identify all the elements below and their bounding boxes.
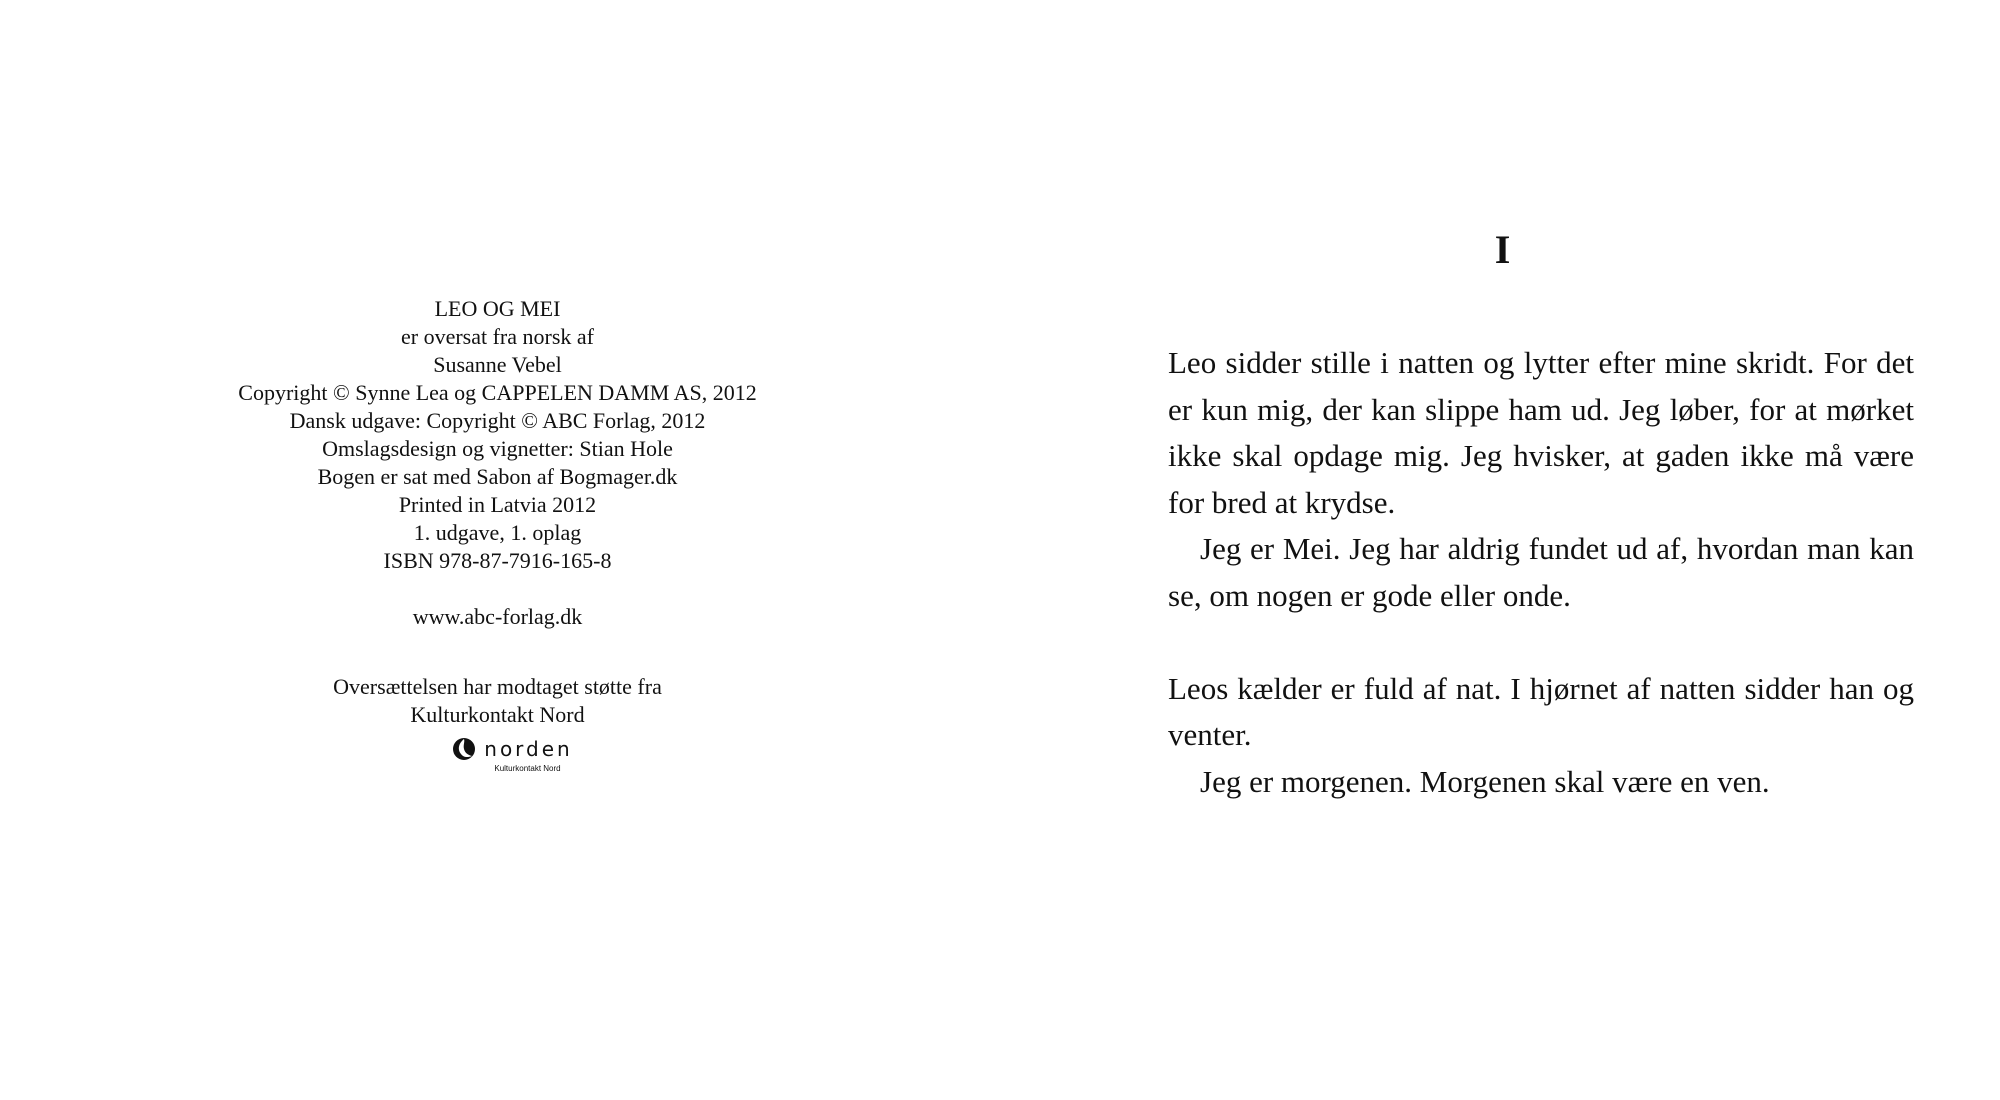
spacer <box>0 631 995 673</box>
colophon-edition: 1. udgave, 1. oplag <box>413 520 582 545</box>
colophon-translated-by: er oversat fra norsk af <box>400 324 594 349</box>
chapter-text <box>1168 340 1914 805</box>
paragraph: Leo sidder stille i natten og lytter efter mine skridt. For det er kun mig, der kan slippe ham ud. Jeg løber, for at mørket ikke skal opdage mig. Jeg hvisker, at gaden ikke må være for bred at krydse. <box>1168 345 1914 520</box>
colophon-copyright: Copyright © Synne Lea og CAPPELEN DAMM AS, 2012 <box>238 380 757 405</box>
colophon-support-org: Kulturkontakt Nord <box>410 702 585 727</box>
colophon-translator: Susanne Vebel <box>433 352 562 377</box>
colophon-printed: Printed in Latvia 2012 <box>398 492 597 517</box>
paragraph: Jeg er morgenen. Morgenen skal være en ven. <box>1200 763 1770 799</box>
norden-subtitle: Kulturkontakt Nord <box>494 764 561 773</box>
colophon-isbn: ISBN 978-87-7916-165-8 <box>383 548 612 573</box>
colophon-title: LEO OG MEI <box>434 296 561 321</box>
paragraph: Jeg er Mei. Jeg har aldrig fundet ud af, hvordan man kan se, om nogen er gode eller onde. <box>1168 531 1914 613</box>
colophon-support-text: Oversættelsen har modtaget støtte fra <box>333 674 662 699</box>
left-page <box>0 0 995 1100</box>
colophon-website: www.abc-forlag.dk <box>412 604 583 629</box>
chapter-number: I <box>1494 227 1511 272</box>
colophon-cover-design: Omslagsdesign og vignetter: Stian Hole <box>322 436 673 461</box>
right-page <box>1005 0 2000 1100</box>
norden-wordmark: norden <box>484 737 573 761</box>
section-break <box>1168 619 1914 666</box>
norden-logo-row <box>452 737 572 761</box>
colophon-typeset: Bogen er sat med Sabon af Bogmager.dk <box>317 464 678 489</box>
norden-swan-icon <box>452 737 476 761</box>
colophon <box>0 295 995 775</box>
spacer <box>0 575 995 603</box>
paragraph: Leos kælder er fuld af nat. I hjørnet af natten sidder han og venter. <box>1168 670 1914 752</box>
colophon-danish-copyright: Dansk udgave: Copyright © ABC Forlag, 2012 <box>289 408 706 433</box>
norden-logo <box>0 737 995 775</box>
